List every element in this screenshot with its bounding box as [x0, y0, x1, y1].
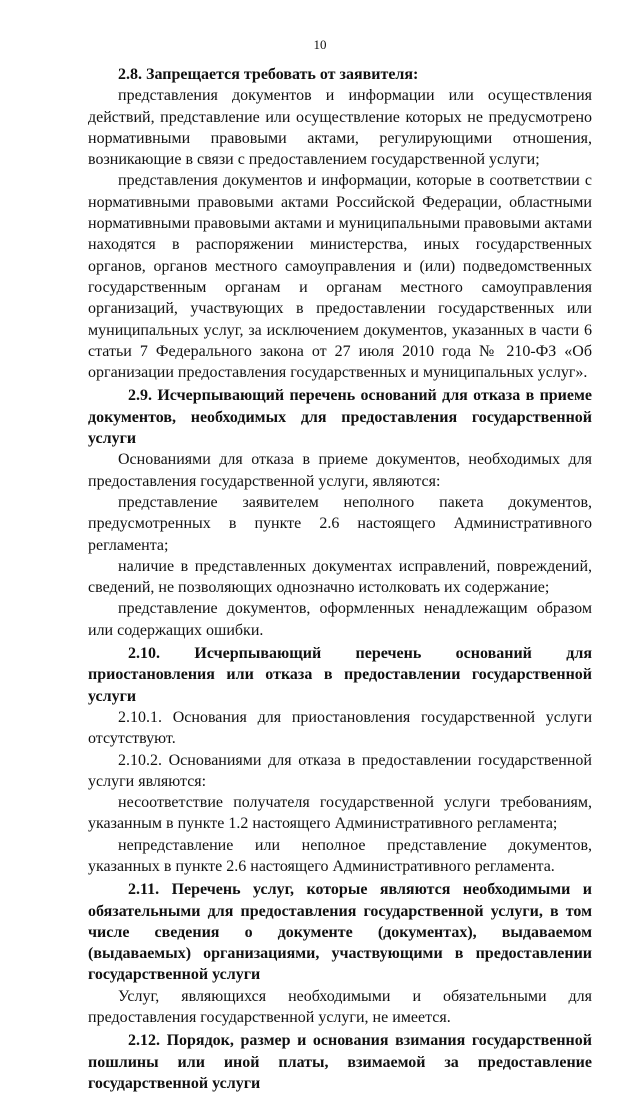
section-2-9-heading: 2.9. Исчерпывающий перечень оснований для отказа в приеме документов, необходимых для предоставления государственной услуги: [88, 387, 592, 448]
section-2-11-heading: 2.11. Перечень услуг, которые являются необходимыми и обязательными для предоставления государственной услуги, в том числе сведения о документе (документах), выдаваемом (выдаваемых) организациями, участвующими в предоставлении государственной услуги: [88, 881, 592, 984]
section-2-10-heading: 2.10. Исчерпывающий перечень оснований для приостановления или отказа в предоставлении государственной услуги: [88, 645, 592, 705]
section-2-9-paragraph-2: представление заявителем неполного пакета документов, предусмотренных в пункте 2.6 настоящего Административного регламента;: [88, 493, 592, 554]
section-2-9-paragraph-1: Основаниями для отказа в приеме документов, необходимых для предоставления государственной услуги, являются:: [88, 451, 592, 490]
page-content: [88, 64, 592, 1094]
page-number: 10: [313, 37, 327, 52]
section-2-8-heading: 2.8. Запрещается требовать от заявителя:: [118, 66, 419, 83]
section-2-11-paragraph-1: Услуг, являющихся необходимыми и обязательными для предоставления государственной услуги, не имеется.: [88, 987, 592, 1027]
section-2-9-paragraph-4: представление документов, оформленных ненадлежащим образом или содержащих ошибки.: [88, 600, 592, 639]
section-2-10-paragraph-3: несоответствие получателя государственной услуги требованиям, указанным в пункте 1.2 настоящего Административного регламента;: [88, 794, 592, 833]
section-2-8-paragraph-1: представления документов и информации или осуществления действий, представление или осуществление которых не предусмотрено нормативными правовыми актами, регулирующими отношения, возникающие в связи с предоставлением государственной услуги;: [88, 87, 592, 169]
section-2-12-heading: 2.12. Порядок, размер и основания взимания государственной пошлины или иной платы, взимаемой за предоставление государственной услуги: [88, 1032, 592, 1092]
section-2-9-paragraph-3: наличие в представленных документах исправлений, повреждений, сведений, не позволяющих однозначно истолковать их содержание;: [88, 557, 592, 597]
section-2-8-paragraph-2: представления документов и информации, которые в соответствии с нормативными правовыми актами Российской Федерации, областными нормативными правовыми актами и муниципальными правовыми актами находятся в распоряжении министерства, иных государственных органов, органов местного самоуправления и (или) подведомственных государственным органам и органам местного самоуправления организаций, участвующих в предоставлении государственных или муниципальных услуг, за исключением документов, указанных в части 6 статьи 7 Федерального закона от 27 июля 2010 года № 210-ФЗ «Об организации предоставления государственных и муниципальных услуг».: [88, 172, 592, 382]
section-2-10-paragraph-2: 2.10.2. Основаниями для отказа в предоставлении государственной услуги являются:: [88, 751, 592, 790]
section-2-10-paragraph-4: непредставление или неполное представление документов, указанных в пункте 2.6 настоящего Административного регламента.: [88, 836, 592, 875]
section-2-10-paragraph-1: 2.10.1. Основания для приостановления государственной услуги отсутствуют.: [88, 708, 592, 748]
